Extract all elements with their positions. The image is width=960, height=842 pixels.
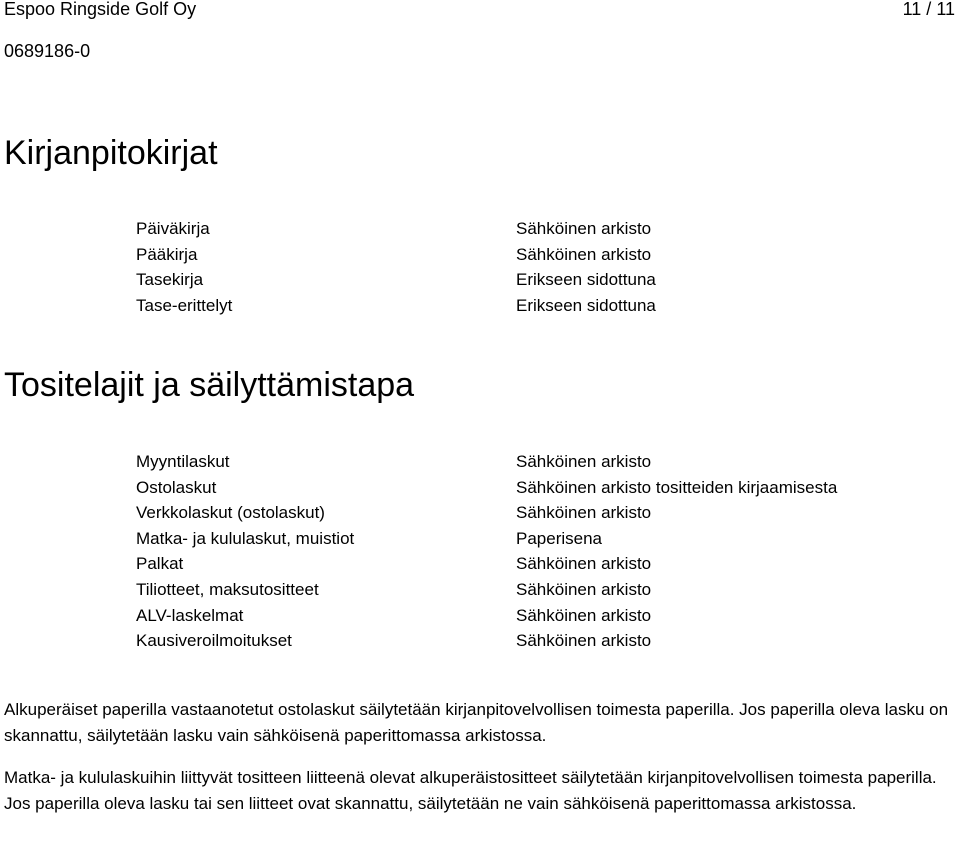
book-name: Tase-erittelyt [136, 295, 233, 315]
voucher-storage: Sähköinen arkisto [516, 605, 652, 625]
voucher-type-name: Matka- ja kululaskut, muistiot [136, 528, 355, 548]
bookkeeping-books-list [136, 216, 232, 318]
voucher-types-list [136, 449, 354, 654]
book-name: Pääkirja [136, 244, 198, 264]
book-name: Tasekirja [136, 270, 204, 290]
voucher-type-name: Ostolaskut [136, 477, 217, 497]
book-storage: Sähköinen arkisto [516, 219, 652, 238]
section-title-tositelajit: Tositelajit ja säilyttämistapa [4, 366, 415, 404]
voucher-storage: Sähköinen arkisto [516, 503, 652, 523]
voucher-type-name: Verkkolaskut (ostolaskut) [136, 503, 325, 523]
paragraph-travel-expenses: Matka- ja kululaskuihin liittyvät tositteen liitteenä olevat alkuperäistositteet säilytetään kirjanpitovelvollisen toimesta paperilla. Jos paperilla oleva lasku tai sen liitteet ovat skannattu, säilytetään ne vain sähköisenä paperittomassa arkistossa. [4, 768, 937, 813]
voucher-storage: Paperisena [516, 528, 603, 548]
voucher-type-name: Kausiveroilmoitukset [136, 631, 292, 651]
voucher-storage: Sähköinen arkisto tositteiden kirjaamisesta [516, 477, 838, 497]
voucher-storage: Sähköinen arkisto [516, 554, 652, 574]
voucher-type-name: Myyntilaskut [136, 452, 230, 471]
book-storage: Erikseen sidottuna [516, 270, 656, 290]
voucher-type-name: ALV-laskelmat [136, 605, 244, 625]
bookkeeping-storage-list [516, 216, 656, 318]
paragraph-purchase-invoices: Alkuperäiset paperilla vastaanotetut ostolaskut säilytetään kirjanpitovelvollisen toimesta paperilla. Jos paperilla oleva lasku on skannattu, säilytetään lasku vain sähköisenä paperittomassa arkistossa. [4, 700, 949, 745]
company-name: Espoo Ringside Golf Oy [4, 0, 197, 19]
business-id: 0689186-0 [4, 41, 91, 61]
voucher-type-name: Tiliotteet, maksutositteet [136, 579, 319, 599]
page-number: 11 / 11 [902, 0, 955, 19]
voucher-type-name: Palkat [136, 554, 184, 574]
book-storage: Erikseen sidottuna [516, 295, 656, 315]
voucher-storage: Sähköinen arkisto [516, 452, 652, 471]
voucher-storage: Sähköinen arkisto [516, 579, 652, 599]
book-name: Päiväkirja [136, 219, 210, 238]
voucher-storage-list [516, 449, 837, 654]
book-storage: Sähköinen arkisto [516, 244, 652, 264]
section-title-kirjanpitokirjat: Kirjanpitokirjat [4, 134, 218, 172]
voucher-storage: Sähköinen arkisto [516, 631, 652, 651]
